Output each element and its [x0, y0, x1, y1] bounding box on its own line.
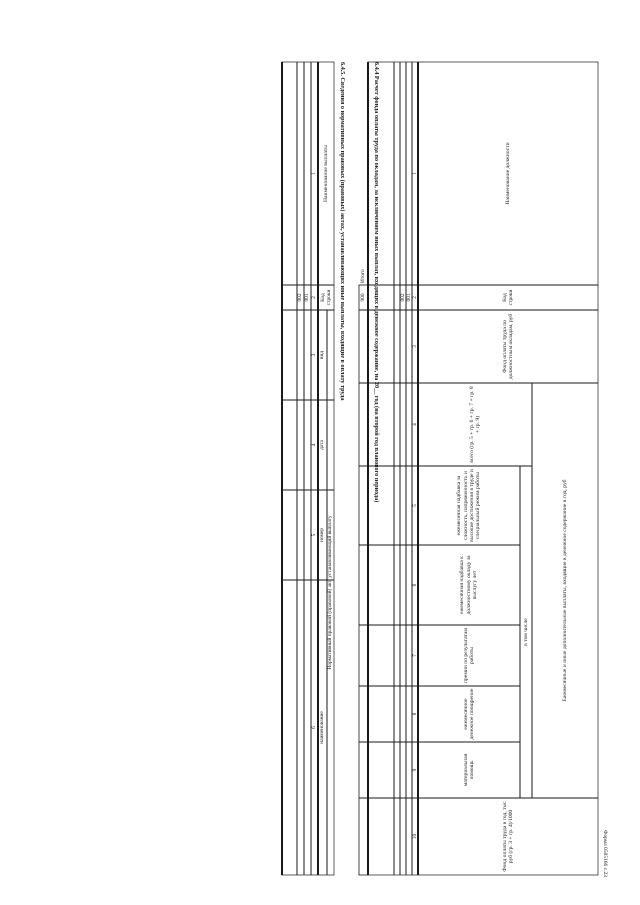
th-sub-8: ежемесячное денежное поощрение — [462, 688, 475, 740]
th645-number: номер — [319, 528, 326, 542]
colnum-3: 3 — [411, 345, 418, 348]
th645-date: дата — [319, 440, 326, 450]
colnum-7: 7 — [411, 654, 418, 657]
colnum645-3: 3 — [311, 353, 318, 357]
colnum-10: 10 — [411, 833, 418, 840]
th-total: всего (гр. 5 + гр. 6 + гр. 7 + гр. 8 + гр. 9) — [468, 386, 481, 463]
colnum645-5: 5 — [311, 533, 318, 537]
colnum-8: 8 — [411, 712, 418, 716]
form-label: Форма 0505166 с.23 — [602, 830, 608, 877]
colnum645-4: 4 — [311, 443, 318, 447]
th645-name: наименование — [319, 711, 326, 744]
colnum-9: 9 — [411, 768, 418, 772]
th-fund-total: Фонд оплаты труда в год, тыс руб (гр. 3 + гр. 4)/1000 — [501, 801, 514, 872]
th645-payment: Наименование выплаты — [322, 145, 329, 202]
th-sub-7: премии по результатам работы — [462, 628, 475, 683]
th-group-payments: Ежемесячные и иные дополнительные выплаты, входящие в денежное содержание в год, руб — [561, 479, 568, 702]
th645-code: Код строки — [319, 289, 332, 306]
row645-code-001: 001 — [304, 293, 311, 302]
th-position: Наименование должности — [504, 142, 511, 205]
row-code-001: 001 — [405, 293, 412, 302]
th-sub-9: материальная помощь — [462, 753, 475, 787]
total-label: Итого — [360, 269, 367, 283]
colnum-1: 1 — [411, 172, 418, 175]
colnum-4: 4 — [411, 423, 418, 426]
th-sub-6: ежемесячная надбавка к должностному окладу за выслугу лет — [459, 555, 479, 615]
colnum645-6: 6 — [311, 726, 318, 729]
th-including: в том числе — [522, 618, 529, 646]
th645-act-group: Нормативный правовой (правовой) акт, устанавливающий выплату — [327, 515, 334, 670]
colnum-5: 5 — [411, 504, 418, 507]
total-code: 900 — [360, 293, 367, 302]
th-code: Код строки — [501, 289, 514, 306]
row645-code-002: 002 — [297, 293, 304, 302]
th645-kind: вид — [319, 350, 326, 360]
colnum645-1: 1 — [311, 172, 318, 175]
colnum-2: 2 — [411, 296, 418, 299]
th-sub-5: ежемесячная надбавка за сложность, напряженность и высокие достижения в труде и специальный режим работы — [456, 469, 482, 542]
colnum645-2: 2 — [311, 296, 318, 299]
section-645-title: 6.4.5. Сведения о нормативных правовых (правовых) актах, устанавливающих иные выплаты, входящие в оплату труда — [339, 62, 346, 401]
th-fund-by-salary: Фонд оплаты труда по должностным окладам, руб — [501, 313, 514, 380]
row-code-002: 002 — [399, 293, 406, 302]
section-644-title: 6.4.4 Расчет фонда оплаты труда по окладам, за исключением иных выплат, входящих в денежное содержание, на 20__ год (на второй год планового периода) — [373, 62, 380, 503]
colnum-6: 6 — [411, 583, 418, 587]
